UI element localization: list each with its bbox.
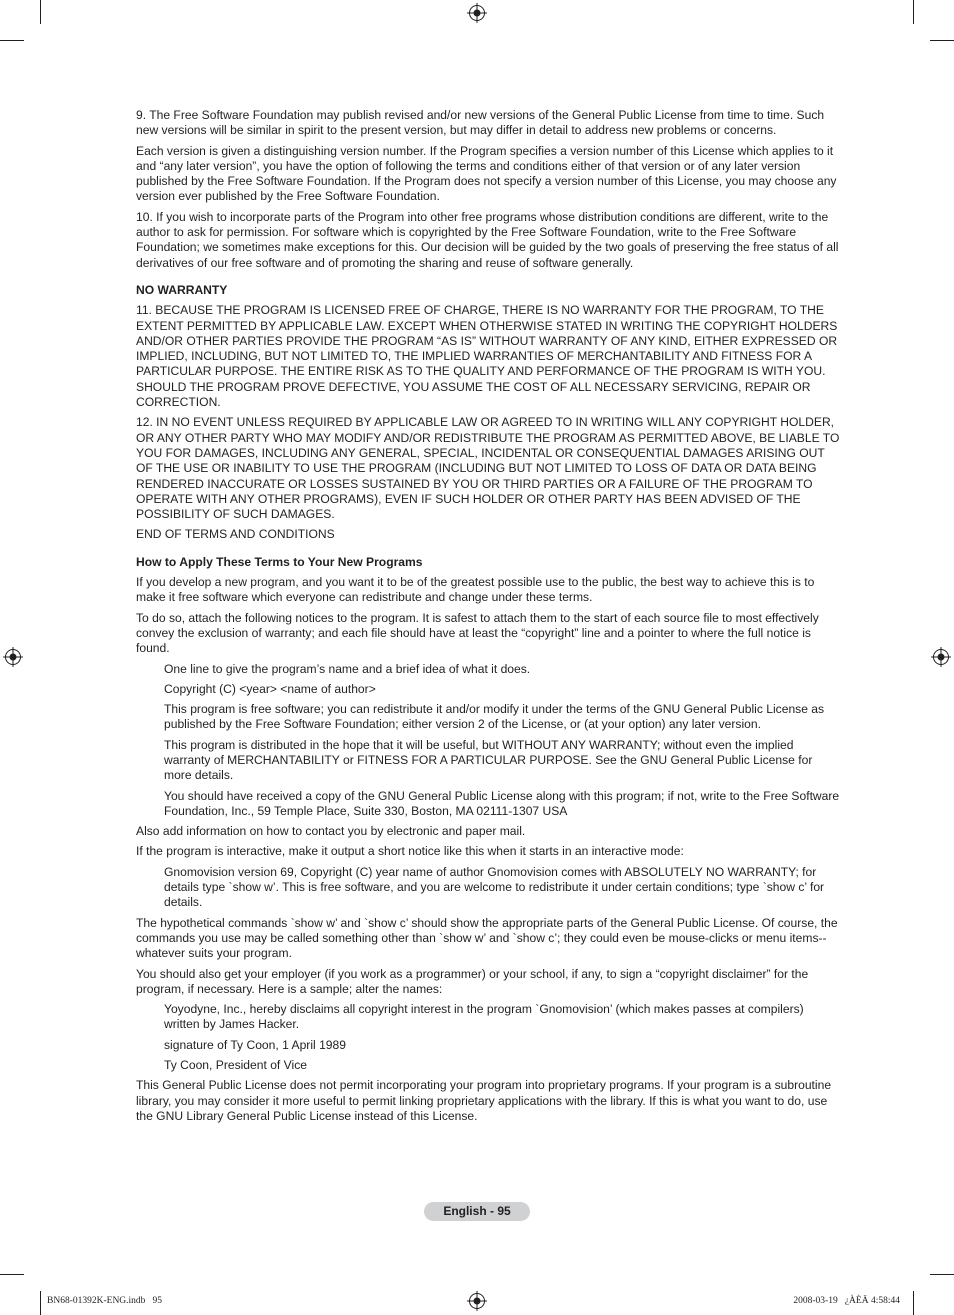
license-text bbox=[136, 108, 842, 1129]
paragraph: Also add information on how to contact you by electronic and paper mail. bbox=[136, 824, 526, 839]
crop-mark bbox=[40, 1291, 41, 1315]
crop-mark bbox=[0, 1274, 24, 1275]
indented-paragraph: You should have received a copy of the GNU General Public License along with this program; if not, write to the Free Software Foundation, Inc., 59 Temple Place, Suite 330, Boston, MA 02111-1307 USA bbox=[164, 788, 840, 818]
indented-paragraph: This program is free software; you can redistribute it and/or modify it under the terms of the GNU General Public License as published by the Free Software Foundation; either version 2 of the License, or (at your option) any later version. bbox=[164, 702, 825, 732]
paragraph: This General Public License does not permit incorporating your program into proprietary programs. If your program is a subroutine library, you may consider it more useful to permit linking proprietary applications with the library. If this is what you want to do, use the GNU Library General Public License instead of this License. bbox=[136, 1078, 832, 1123]
section-heading: How to Apply These Terms to Your New Programs bbox=[136, 554, 423, 569]
indented-paragraph: signature of Ty Coon, 1 April 1989 bbox=[164, 1037, 346, 1052]
paragraph: Each version is given a distinguishing version number. If the Program specifies a version number of this License which applies to it and “any later version”, you have the option of following the terms and conditions either of that version or of any later version published by the Free Software Foundation. If the Program does not specify a version number of this License, you may choose any version ever published by the Free Software Foundation. bbox=[136, 143, 837, 204]
indented-paragraph: Copyright (C) <year> <name of author> bbox=[164, 681, 376, 696]
paragraph: 11. BECAUSE THE PROGRAM IS LICENSED FREE OF CHARGE, THERE IS NO WARRANTY FOR THE PROGRAM, TO THE EXTENT PERMITTED BY APPLICABLE LAW. EXCEPT WHEN OTHERWISE STATED IN WRITING THE COPYRIGHT HOLDERS AND/OR OTHER PARTIES PROVIDE THE PROGRAM “AS IS” WITHOUT WARRANTY OF ANY KIND, EITHER EXPRESSED OR IMPLIED, INCLUDING, BUT NOT LIMITED TO, THE IMPLIED WARRANTIES OF MERCHANTABILITY AND FITNESS FOR A PARTICULAR PURPOSE. THE ENTIRE RISK AS TO THE QUALITY AND PERFORMANCE OF THE PROGRAM IS WITH YOU. SHOULD THE PROGRAM PROVE DEFECTIVE, YOU ASSUME THE COST OF ALL NECESSARY SERVICING, REPAIR OR CORRECTION. bbox=[136, 303, 838, 410]
paragraph: If the program is interactive, make it output a short notice like this when it starts in an interactive mode: bbox=[136, 844, 684, 859]
footer-timestamp: 2008-03-19 ¿ÀÈÄ 4:58:44 bbox=[793, 1296, 900, 1306]
paragraph: To do so, attach the following notices to the program. It is safest to attach them to the start of each source file to most effectively convey the exclusion of warranty; and each file should have at least the “copyright” line and a pointer to where the full notice is found. bbox=[136, 610, 819, 656]
registration-mark-icon bbox=[3, 647, 23, 667]
indented-paragraph: Ty Coon, President of Vice bbox=[164, 1058, 307, 1073]
paragraph: END OF TERMS AND CONDITIONS bbox=[136, 527, 335, 542]
crop-mark bbox=[930, 40, 954, 41]
indented-paragraph: Gnomovision version 69, Copyright (C) year name of author Gnomovision comes with ABSOLUTELY NO WARRANTY; for details type `show w’. This is free software, and you are welcome to redistribute it under certain conditions; type `show c’ for details. bbox=[164, 864, 825, 910]
indented-paragraph: This program is distributed in the hope that it will be useful, but WITHOUT ANY WARRANTY; without even the implied warranty of MERCHANTABILITY or FITNESS FOR A PARTICULAR PURPOSE. See the GNU General Public License for more details. bbox=[164, 737, 813, 783]
crop-mark bbox=[0, 40, 24, 41]
crop-mark bbox=[913, 1291, 914, 1315]
registration-mark-icon bbox=[467, 1291, 487, 1311]
paragraph: 9. The Free Software Foundation may publish revised and/or new versions of the General Public License from time to time. Such new versions will be similar in spirit to the present version, but may differ in detail to address new problems or concerns. bbox=[136, 108, 825, 138]
paragraph: If you develop a new program, and you want it to be of the greatest possible use to the public, the best way to achieve this is to make it free software which everyone can redistribute and change under these terms. bbox=[136, 575, 815, 605]
footer-file-name: BN68-01392K-ENG.indb 95 bbox=[47, 1296, 163, 1306]
indented-paragraph: One line to give the program’s name and a brief idea of what it does. bbox=[164, 661, 531, 676]
crop-mark bbox=[913, 0, 914, 24]
crop-mark bbox=[930, 1274, 954, 1275]
paragraph: 12. IN NO EVENT UNLESS REQUIRED BY APPLICABLE LAW OR AGREED TO IN WRITING WILL ANY COPYRIGHT HOLDER, OR ANY OTHER PARTY WHO MAY MODIFY AND/OR REDISTRIBUTE THE PROGRAM AS PERMITTED ABOVE, BE LIABLE TO YOU FOR DAMAGES, INCLUDING ANY GENERAL, SPECIAL, INCIDENTAL OR CONSEQUENTIAL DAMAGES ARISING OUT OF THE USE OR INABILITY TO USE THE PROGRAM (INCLUDING BUT NOT LIMITED TO LOSS OF DATA OR DATA BEING RENDERED INACCURATE OR LOSSES SUSTAINED BY YOU OR THIRD PARTIES OR A FAILURE OF THE PROGRAM TO OPERATE WITH ANY OTHER PROGRAMS), EVEN IF SUCH HOLDER OR OTHER PARTY HAS BEEN ADVISED OF THE POSSIBILITY OF SUCH DAMAGES. bbox=[136, 415, 840, 522]
crop-mark bbox=[40, 0, 41, 24]
paragraph: 10. If you wish to incorporate parts of the Program into other free programs whose distribution conditions are different, write to the author to ask for permission. For software which is copyrighted by the Free Software Foundation, write to the Free Software Foundation; we sometimes make exceptions for this. Our decision will be guided by the two goals of preserving the free status of all derivatives of our free software and of promoting the sharing and reuse of software generally. bbox=[136, 209, 839, 270]
page-number-badge: English - 95 bbox=[424, 1202, 530, 1221]
registration-mark-icon bbox=[931, 647, 951, 667]
paragraph: The hypothetical commands `show w’ and `show c’ should show the appropriate parts of the General Public License. Of course, the commands you use may be called something other than `show w’ and `show c’; they could even be mouse-clicks or menu items--whatever suits your program. bbox=[136, 915, 838, 961]
section-heading: NO WARRANTY bbox=[136, 282, 228, 297]
indented-paragraph: Yoyodyne, Inc., hereby disclaims all copyright interest in the program `Gnomovision’ (which makes passes at compilers) written by James Hacker. bbox=[164, 1002, 804, 1032]
registration-mark-icon bbox=[467, 3, 487, 23]
paragraph: You should also get your employer (if you work as a programmer) or your school, if any, to sign a “copyright disclaimer” for the program, if necessary. Here is a sample; alter the names: bbox=[136, 966, 809, 996]
